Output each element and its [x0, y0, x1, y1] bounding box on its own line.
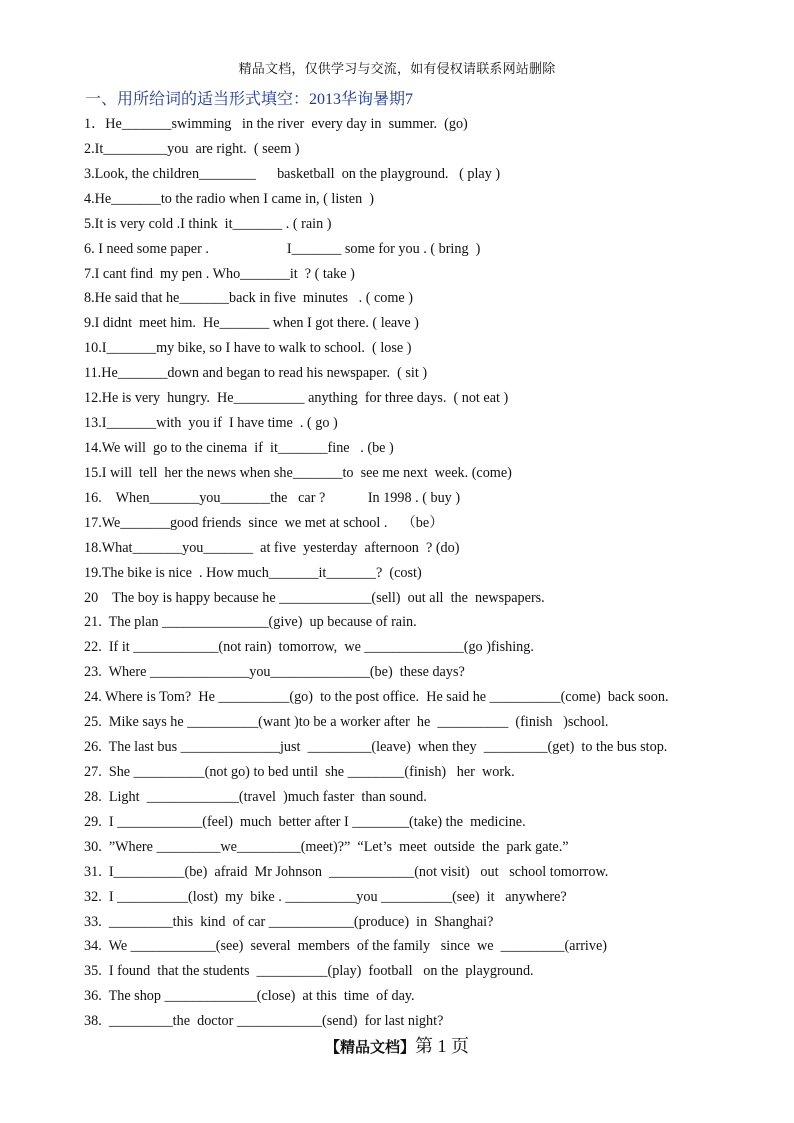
- exercise-item: 9.I didnt meet him. He_______ when I got there. ( leave ): [84, 315, 419, 332]
- exercise-item: 34. We ____________(see) several members of the family since we _________(arrive): [84, 938, 607, 955]
- exercise-item: 14.We will go to the cinema if it_______fine . (be ): [84, 439, 394, 456]
- exercise-item: 27. She __________(not go) to bed until she ________(finish) her work.: [84, 763, 515, 780]
- exercise-item: 19.The bike is nice . How much_______it_______? (cost): [84, 564, 422, 581]
- exercise-item: 7.I cant find my pen . Who_______it ? ( take ): [84, 265, 355, 282]
- exercise-item: 33. _________this kind of car ____________(produce) in Shanghai?: [84, 913, 494, 930]
- exercise-item: 23. Where ______________you______________(be) these days?: [84, 664, 465, 681]
- exercise-item: 29. I ____________(feel) much better after I ________(take) the medicine.: [84, 813, 526, 830]
- exercise-item: 25. Mike says he __________(want )to be a worker after he __________ (finish )school.: [84, 714, 609, 731]
- exercise-item: 38. _________the doctor ____________(send) for last night?: [84, 1013, 444, 1030]
- exercise-item: 16. When_______you_______the car ? In 1998 . ( buy ): [84, 489, 461, 506]
- exercise-item: 28. Light _____________(travel )much faster than sound.: [84, 788, 427, 805]
- exercise-list: [84, 112, 734, 1034]
- exercise-item: 1．He_______swimming in the river every day in summer. (go): [84, 116, 468, 132]
- top-disclaimer: 精品文档，仅供学习与交流，如有侵权请联系网站删除: [238, 61, 556, 76]
- exercise-item: 22. If it ____________(not rain) tomorrow, we ______________(go )fishing.: [84, 639, 534, 656]
- exercise-item: 26. The last bus ______________just _________(leave) when they _________(get) to the bus stop.: [84, 739, 668, 756]
- exercise-item: 36. The shop _____________(close) at this time of day.: [84, 988, 415, 1005]
- exercise-item: 12.He is very hungry. He__________ anything for three days. ( not eat ): [84, 390, 509, 407]
- exercise-item: 13.I_______with you if I have time . ( go ): [84, 415, 338, 432]
- exercise-item: 3.Look, the children________ basketball on the playground. ( play ): [84, 165, 501, 182]
- exercise-item: 18.What_______you_______ at five yesterday afternoon ? (do): [84, 539, 460, 556]
- section-title: 一、用所给词的适当形式填空：2013华询暑期7: [85, 91, 414, 108]
- exercise-item: 8.He said that he_______back in five minutes . ( come ): [84, 290, 413, 307]
- exercise-item: 4.He_______to the radio when I came in, ( listen ): [84, 190, 374, 207]
- exercise-item: 11.He_______down and began to read his newspaper. ( sit ): [84, 365, 428, 382]
- page-footer: [0, 1032, 794, 1058]
- exercise-item: 2.It_________you are right. ( seem ): [84, 140, 300, 157]
- page-number: 第 1 页: [415, 1036, 469, 1056]
- exercise-item: 24. Where is Tom? He __________(go) to the post office. He said he __________(come) back soon.: [84, 689, 669, 706]
- exercise-item: 5.It is very cold .I think it_______ . ( rain ): [84, 215, 332, 232]
- exercise-item: 15.I will tell her the news when she_______to see me next week. (come): [84, 464, 512, 481]
- footer-tag: 【精品文档】: [324, 1040, 415, 1056]
- exercise-item: 30. ”Where _________we_________(meet)?” “Let’s meet outside the park gate.”: [84, 838, 569, 855]
- exercise-item: 10.I_______my bike, so I have to walk to school. ( lose ): [84, 340, 412, 357]
- exercise-item: 17.We_______good friends since we met at school . （be）: [84, 514, 444, 531]
- exercise-item: 6. I need some paper . I_______ some for you . ( bring ): [84, 240, 481, 257]
- exercise-item: 31. I__________(be) afraid Mr Johnson ____________(not visit) out school tomorrow.: [84, 863, 609, 880]
- exercise-item: 35. I found that the students __________(play) football on the playground.: [84, 963, 534, 980]
- exercise-item: 20 The boy is happy because he _____________(sell) out all the newspapers.: [84, 589, 545, 606]
- exercise-item: 32. I __________(lost) my bike . __________you __________(see) it anywhere?: [84, 888, 567, 905]
- exercise-item: 21. The plan _______________(give) up because of rain.: [84, 614, 417, 631]
